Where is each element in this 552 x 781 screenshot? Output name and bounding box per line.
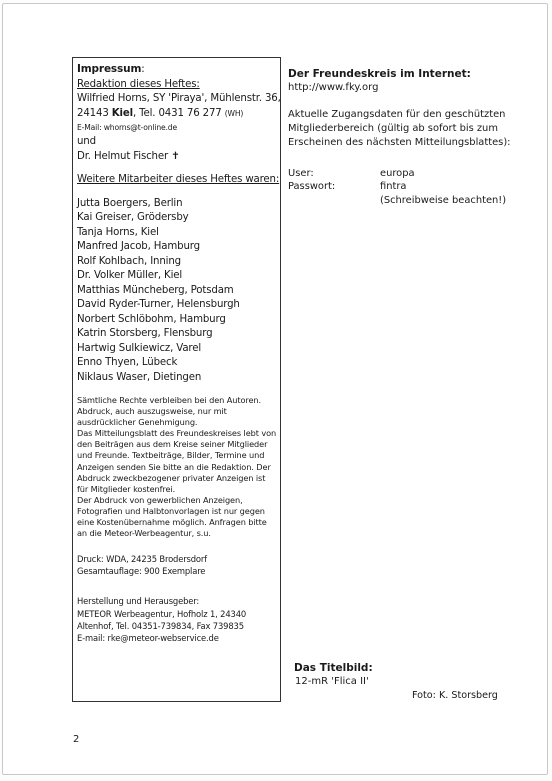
- rights-notes: [77, 395, 277, 539]
- auflage-line: Gesamtauflage: 900 Exemplare: [77, 566, 206, 577]
- password-value: fintra: [380, 181, 407, 193]
- access-line: Mitgliederbereich (gültig ab sofort bis zum: [288, 123, 498, 135]
- editor-city: Kiel: [111, 107, 133, 119]
- titelbild-section: [294, 661, 524, 689]
- password-row: [288, 180, 518, 194]
- password-label: Passwort:: [288, 181, 336, 193]
- photo-credit: Foto: K. Storsberg: [412, 690, 498, 701]
- contributors-heading: Weitere Mitarbeiter dieses Heftes waren:: [77, 174, 280, 185]
- editor-address-line1: Wilfried Horns, SY 'Piraya', Mühlenstr. 36,: [77, 93, 281, 104]
- titelbild-caption: 12-mR 'Flica II': [295, 676, 369, 687]
- credentials-table: [288, 167, 518, 208]
- second-editor-name: Dr. Helmut Fischer: [77, 150, 169, 162]
- impressum-title: Impressum: [77, 63, 142, 75]
- contributor-item: Jutta Boergers, Berlin: [77, 197, 183, 209]
- access-line: Aktuelle Zugangsdaten für den geschützten: [288, 109, 506, 120]
- titelbild-heading: Das Titelbild:: [294, 662, 373, 674]
- impressum-title-colon: :: [141, 64, 145, 75]
- contributor-item: Matthias Müncheberg, Potsdam: [77, 284, 234, 296]
- spelling-note: (Schreibweise beachten!): [380, 194, 507, 206]
- impressum-box: [72, 57, 281, 702]
- contributor-item: Niklaus Waser, Dietingen: [77, 371, 202, 383]
- cross-icon: ✝: [171, 150, 180, 162]
- publisher-line1: METEOR Werbeagentur, Hofholz 1, 24340: [77, 608, 247, 619]
- editor-zip: 24143: [77, 107, 112, 119]
- contributor-item: Manfred Jacob, Hamburg: [77, 241, 200, 252]
- contributor-item: Rolf Kohlbach, Inning: [77, 255, 181, 267]
- druck-line: Druck: WDA, 24235 Brodersdorf: [77, 554, 207, 565]
- user-row: [288, 167, 518, 181]
- internet-heading: Der Freundeskreis im Internet:: [288, 68, 471, 80]
- contributor-item: Hartwig Sulkiewicz, Varel: [77, 342, 202, 354]
- contributor-item: Dr. Volker Müller, Kiel: [77, 270, 183, 281]
- user-value: europa: [380, 167, 415, 179]
- access-line: Erscheinen des nächsten Mitteilungsblattes):: [288, 137, 511, 149]
- contributor-item: Enno Thyen, Lübeck: [77, 357, 178, 368]
- contribution-note: Das Mitteilungsblatt des Freundeskreises lebt von den Beiträgen aus dem Kreise seiner Mitglieder und Freunde. Textbeiträge, Bilder, Termine und Anzeigen senden Sie bitte an die Redaktion. Der Abdruck zweckbezogener privater Anzeigen ist für Mitglieder kostenfrei.: [77, 428, 277, 494]
- access-description: [288, 108, 518, 151]
- editor-initials: (WH): [224, 108, 244, 118]
- page-number: 2: [73, 734, 80, 745]
- editor-email: E-Mail: whorns@t-online.de: [77, 123, 177, 132]
- contributor-item: Tanja Horns, Kiel: [77, 226, 159, 238]
- contributor-item: Norbert Schlöbohm, Hamburg: [77, 313, 226, 325]
- second-editor: [77, 150, 277, 165]
- und-text: und: [77, 136, 96, 147]
- print-info: [77, 553, 277, 577]
- ads-note: Der Abdruck von gewerblichen Anzeigen, Fotografien und Halbtonvorlagen ist nur gegen eine Kostenübernahme möglich. Anfragen bitte an die Meteor-Werbeagentur, s.u.: [77, 494, 267, 539]
- rights-note: Sämtliche Rechte verbleiben bei den Autoren. Abdruck, auch auszugsweise, nur mit ausdrücklicher Genehmigung.: [77, 395, 262, 428]
- herstellung-heading: Herstellung und Herausgeber:: [77, 596, 200, 607]
- internet-section: [288, 67, 518, 207]
- contributor-item: David Ryder-Turner, Helensburgh: [77, 299, 240, 310]
- user-label: User:: [288, 167, 314, 179]
- publisher-email: E-mail: rke@meteor-webservice.de: [77, 633, 219, 644]
- editor-address-line2: [77, 107, 277, 122]
- redaktion-heading: Redaktion dieses Heftes:: [77, 78, 200, 90]
- contributors-list: [77, 197, 277, 386]
- publisher-line2: Altenhof, Tel. 04351-739834, Fax 739835: [77, 620, 244, 631]
- editor-phone: , Tel. 0431 76 277: [132, 107, 225, 119]
- internet-url: http://www.fky.org: [288, 82, 379, 93]
- contributor-item: Katrin Storsberg, Flensburg: [77, 328, 213, 339]
- publisher-info: [77, 595, 277, 644]
- contributor-item: Kai Greiser, Grödersby: [77, 212, 189, 223]
